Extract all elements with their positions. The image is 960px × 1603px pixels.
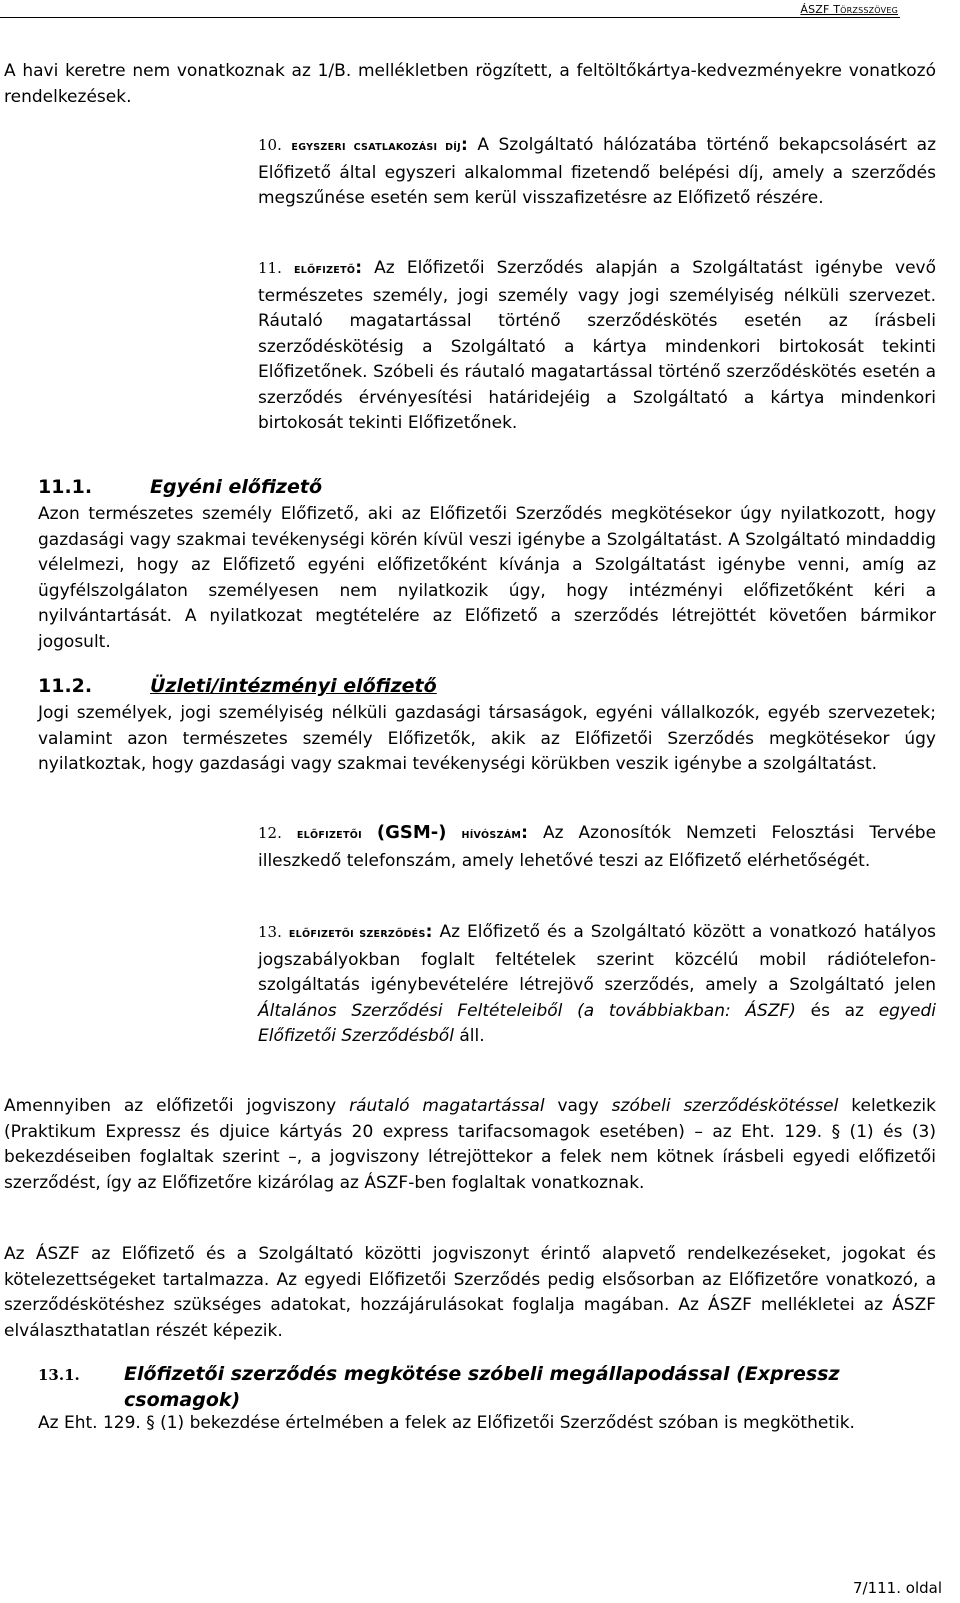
section-number: 11.1.	[38, 476, 93, 498]
section-heading-13-1	[38, 1362, 936, 1413]
header-title: ÁSZF Törzsszöveg	[800, 3, 898, 16]
intro-paragraph: A havi keretre nem vonatkoznak az 1/B. mellékletben rögzített, a feltöltőkártya-kedvezményekre vonatkozó rendelkezések.	[4, 61, 936, 107]
item-number: 12.	[258, 824, 282, 842]
section-heading-11-1	[38, 475, 322, 500]
item-text: Az Előfizetői Szerződés alapján a Szolgáltatást igénybe vevő természetes személy, jogi személy vagy jogi személyiség nélküli szervezet. Ráutaló magatartással történő szerződéskötés esetén az írásbeli szerződéskötésig a Szolgáltató a kártya mindenkori birtokosát tekinti Előfizetőnek. Szóbeli és ráutaló magatartással történő szerződéskötés esetén a szerződés érvényesítési határidejéig a Szolgáltató a kártya mindenkori birtokosát tekinti Előfizetőnek.	[258, 258, 936, 433]
section-title: Előfizetői szerződés megkötése szóbeli megállapodással (Expressz csomagok)	[124, 1363, 840, 1411]
item-term: ELŐFIZETŐ	[293, 265, 356, 276]
section-heading-11-2	[38, 674, 437, 699]
item-10: 10. EGYSZERI CSATLAKOZÁSI DÍJ: A Szolgáltató hálózatába történő bekapcsolásért az Előfizető által egyszeri alkalommal fizetendő belépési díj, amely a szerződés megszűnése esetén sem kerül visszafizetésre az Előfizető részére.	[258, 135, 937, 208]
section-13-1-text: Az Eht. 129. § (1) bekezdése értelmében a felek az Előfizetői Szerződést szóban is megköthetik.	[38, 1413, 855, 1433]
item-11: 11. ELŐFIZETŐ: Az Előfizetői Szerződés alapján a Szolgáltatást igénybe vevő természetes személy, jogi személy vagy jogi személyiség nélküli szervezet. Ráutaló magatartással történő szerződéskötés esetén az írásbeli szerződéskötésig a Szolgáltató a kártya mindenkori birtokosát tekinti Előfizetőnek. Szóbeli és ráutaló magatartással történő szerződéskötés esetén a szerződés érvényesítési határidejéig a Szolgáltató a kártya mindenkori birtokosát tekinti Előfizetőnek.	[258, 258, 936, 433]
item-number: 10.	[258, 136, 282, 154]
section-title: Üzleti/intézményi előfizető	[150, 675, 437, 697]
item-text: A Szolgáltató hálózatába történő bekapcsolásért az Előfizető által egyszeri alkalommal fizetendő belépési díj, amely a szerződés megszűnése esetén sem kerül visszafizetésre az Előfizető részére.	[258, 135, 937, 208]
item-13: 13. ELŐFIZETŐI SZERZŐDÉS: Az Előfizető és a Szolgáltató között a vonatkozó hatályos jogszabályokban foglalt feltételek szerint közcélú mobil rádiótelefon-szolgáltatás igénybevételére létrejövő szerződés, amely a Szolgáltató jelen Általános Szerződési Feltételeiből (a továbbiakban: ÁSZF) és az egyedi Előfizetői Szerződésből áll.	[258, 922, 937, 1046]
section-11-2-text: Jogi személyek, jogi személyiség nélküli gazdasági társaságok, egyéni vállalkozók, egyéb szervezetek; valamint azon természetes személy Előfizetők, akik az Előfizetői Szerződés megkötésekor úgy nyilatkoztak, hogy gazdasági vagy szakmai tevékenységi körükben veszik igénybe a szolgáltatást.	[38, 703, 936, 774]
item-term: ELŐFIZETŐI SZERZŐDÉS	[288, 929, 426, 940]
paragraph-contract-formation: Amennyiben az előfizetői jogviszony ráutaló magatartással vagy szóbeli szerződéskötéssel keletkezik (Praktikum Expressz és djuice kártyás 20 express tarifacsomagok esetében) – az Eht. 129. § (1) és (3) bekezdéseiben foglaltak szerint –, a jogviszony létrejöttekor a felek nem kötnek írásbeli egyedi előfizetői szerződést, így az Előfizetőre kizárólag az ÁSZF-ben foglaltak vonatkoznak.	[4, 1096, 936, 1193]
item-term: ELŐFIZETŐI	[296, 830, 362, 841]
item-number: 11.	[258, 259, 282, 277]
section-11-1-text: Azon természetes személy Előfizető, aki az Előfizetői Szerződés megkötésekor úgy nyilatkozott, hogy gazdasági vagy szakmai tevékenységi körén kívül veszi igénybe a Szolgáltatást. A Szolgáltató mindaddig vélelmezi, hogy az Előfizető egyéni előfizetőként kívánja a Szolgáltatást igénybe venni, amíg az ügyfélszolgálaton személyesen nem nyilatkozik úgy, hogy intézményi előfizetőként kéri a nyilvántartását. A nyilatkozat megtételére az Előfizető a szerződés létrejöttét követően bármikor jogosult.	[38, 504, 936, 652]
item-term: EGYSZERI CSATLAKOZÁSI DÍJ	[291, 142, 461, 153]
item-term: HÍVÓSZÁM	[461, 830, 522, 841]
page-number: 7/111. oldal	[853, 1579, 942, 1597]
header-rule	[0, 17, 900, 18]
section-number: 11.2.	[38, 675, 93, 697]
item-12: 12. ELŐFIZETŐI (GSM-) HÍVÓSZÁM: Az Azonosítók Nemzeti Felosztási Tervébe illeszkedő telefonszám, amely lehetővé teszi az Előfizető elérhetőségét.	[258, 822, 937, 871]
paragraph-aszf-content: Az ÁSZF az Előfizető és a Szolgáltató közötti jogviszonyt érintő alapvető rendelkezéseket, jogokat és kötelezettségeket tartalmazza. Az egyedi Előfizetői Szerződés pedig elsősorban az Előfizetőre vonatkozó, a szerződéskötéshez szükséges adatokat, hozzájárulásokat foglalja magában. Az ÁSZF mellékletei az ÁSZF elválaszthatatlan részét képezik.	[4, 1244, 936, 1341]
item-number: 13.	[258, 923, 282, 941]
page-header	[0, 0, 960, 20]
section-number: 13.1.	[38, 1366, 80, 1384]
item-text: Az Azonosítók Nemzeti Felosztási Tervébe illeszkedő telefonszám, amely lehetővé teszi az Előfizető elérhetőségét.	[258, 823, 937, 871]
item-term-gsm: (GSM-)	[376, 822, 447, 843]
section-title: Egyéni előfizető	[150, 476, 322, 498]
